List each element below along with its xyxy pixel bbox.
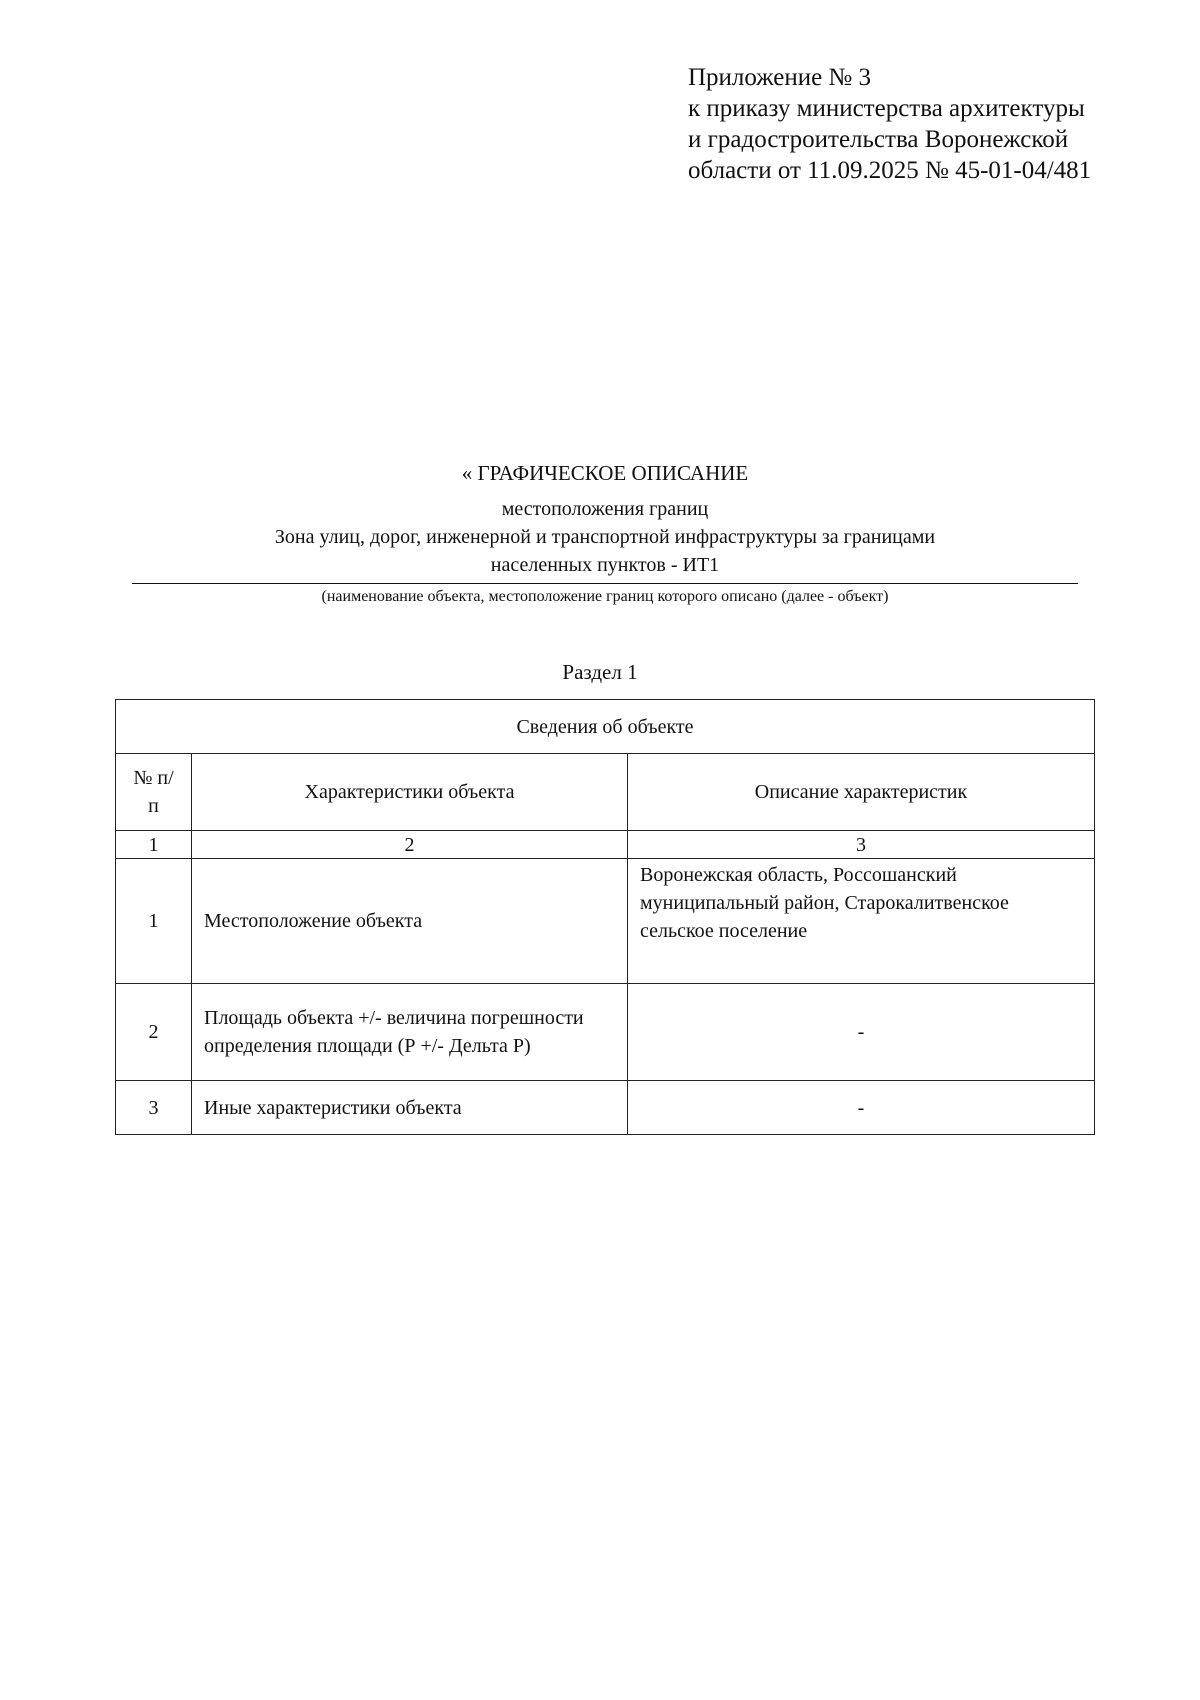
table-row xyxy=(116,859,1095,984)
document-subtitle: местоположения границ xyxy=(501,498,709,520)
table-row xyxy=(116,984,1095,1081)
row-description: - xyxy=(628,984,1095,1081)
column-number-2: 2 xyxy=(192,831,628,859)
row-characteristic: Иные характеристики объекта xyxy=(192,1081,628,1135)
object-name-caption: (наименование объекта, местоположение границ которого описано (далее - объект) xyxy=(321,588,889,605)
table-row xyxy=(116,1081,1095,1135)
column-header-description: Описание характеристик xyxy=(628,754,1095,831)
section-heading: Раздел 1 xyxy=(562,660,638,684)
object-info-table xyxy=(115,699,1095,1135)
appendix-line-1: Приложение № 3 xyxy=(688,64,872,91)
row-description: Воронежская область, Россошанский муниципальный район, Старокалитвенское сельское поселение xyxy=(628,859,1095,984)
appendix-line-2: к приказу министерства архитектуры xyxy=(688,95,1085,122)
column-number-1: 1 xyxy=(116,831,192,859)
row-number: 3 xyxy=(116,1081,192,1135)
object-name-underline xyxy=(132,583,1078,584)
column-header-number: № п/п xyxy=(116,754,192,831)
document-title-block xyxy=(132,460,1078,607)
column-number-3: 3 xyxy=(628,831,1095,859)
column-header-characteristic: Характеристики объекта xyxy=(192,754,628,831)
row-characteristic: Площадь объекта +/- величина погрешности определения площади (Р +/- Дельта Р) xyxy=(192,984,628,1081)
row-description: - xyxy=(628,1081,1095,1135)
object-name-line-1: Зона улиц, дорог, инженерной и транспортной инфраструктуры за границами xyxy=(274,526,936,548)
document-title: « ГРАФИЧЕСКОЕ ОПИСАНИЕ xyxy=(461,461,749,485)
row-number: 1 xyxy=(116,859,192,984)
object-name-line-2: населенных пунктов - ИТ1 xyxy=(490,554,720,576)
appendix-line-4: области от 11.09.2025 № 45-01-04/481 xyxy=(688,157,1092,184)
row-characteristic: Местоположение объекта xyxy=(192,859,628,984)
row-number: 2 xyxy=(116,984,192,1081)
appendix-header xyxy=(688,62,1091,186)
appendix-line-3: и градостроительства Воронежской xyxy=(688,126,1069,153)
table-header: Сведения об объекте xyxy=(116,700,1095,754)
